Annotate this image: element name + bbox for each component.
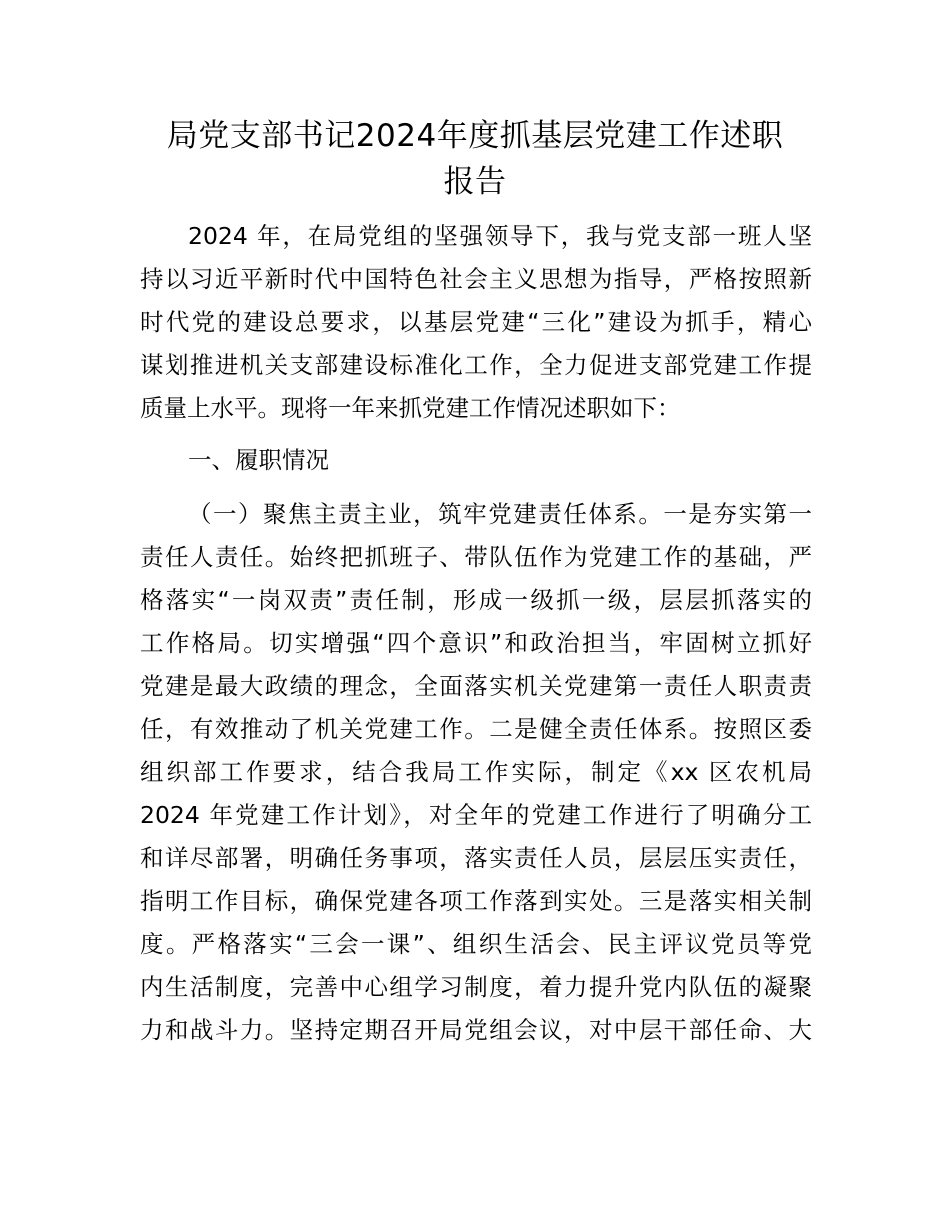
section-heading: 一、履职情况 <box>188 446 329 474</box>
paragraph-line: 2024 年，在局党组的坚强领导下，我与党支部一班人坚 <box>188 222 812 250</box>
paragraph-line: 力和战斗力。坚持定期召开局党组会议，对中层干部任命、大 <box>140 1016 812 1044</box>
paragraph-line: 时代党的建设总要求，以基层党建“三化”建设为抓手，精心 <box>140 308 812 336</box>
paragraph-line: 工作格局。切实增强“四个意识”和政治担当，牢固树立抓好 <box>140 629 812 657</box>
paragraph-line: 度。严格落实“三会一课”、组织生活会、民主评议党员等党 <box>140 930 812 958</box>
paragraph-line: 2024 年党建工作计划》，对全年的党建工作进行了明确分工 <box>140 801 812 829</box>
paragraph-line: 组织部工作要求，结合我局工作实际，制定《xx 区农机局 <box>140 758 812 786</box>
paragraph-line: 内生活制度，完善中心组学习制度，着力提升党内队伍的凝聚 <box>140 973 812 1001</box>
paragraph-line: （一）聚焦主责主业，筑牢党建责任体系。一是夯实第一 <box>188 500 812 528</box>
document-title-line-1: 局党支部书记2024年度抓基层党建工作述职 <box>166 118 784 154</box>
paragraph-line: 质量上水平。现将一年来抓党建工作情况述职如下： <box>140 394 681 422</box>
paragraph-line: 格落实“一岗双责”责任制，形成一级抓一级，层层抓落实的 <box>140 586 812 614</box>
paragraph-line: 任，有效推动了机关党建工作。二是健全责任体系。按照区委 <box>140 715 812 743</box>
paragraph-line: 谋划推进机关支部建设标准化工作，全力促进支部党建工作提 <box>140 351 812 379</box>
paragraph-line: 持以习近平新时代中国特色社会主义思想为指导，严格按照新 <box>140 265 812 293</box>
paragraph-line: 指明工作目标，确保党建各项工作落到实处。三是落实相关制 <box>140 887 812 915</box>
paragraph-line: 党建是最大政绩的理念，全面落实机关党建第一责任人职责责 <box>140 672 812 700</box>
paragraph-line: 责任人责任。始终把抓班子、带队伍作为党建工作的基础，严 <box>140 543 812 571</box>
document-title-line-2: 报告 <box>443 164 507 200</box>
paragraph-line: 和详尽部署，明确任务事项，落实责任人员，层层压实责任， <box>140 844 812 872</box>
